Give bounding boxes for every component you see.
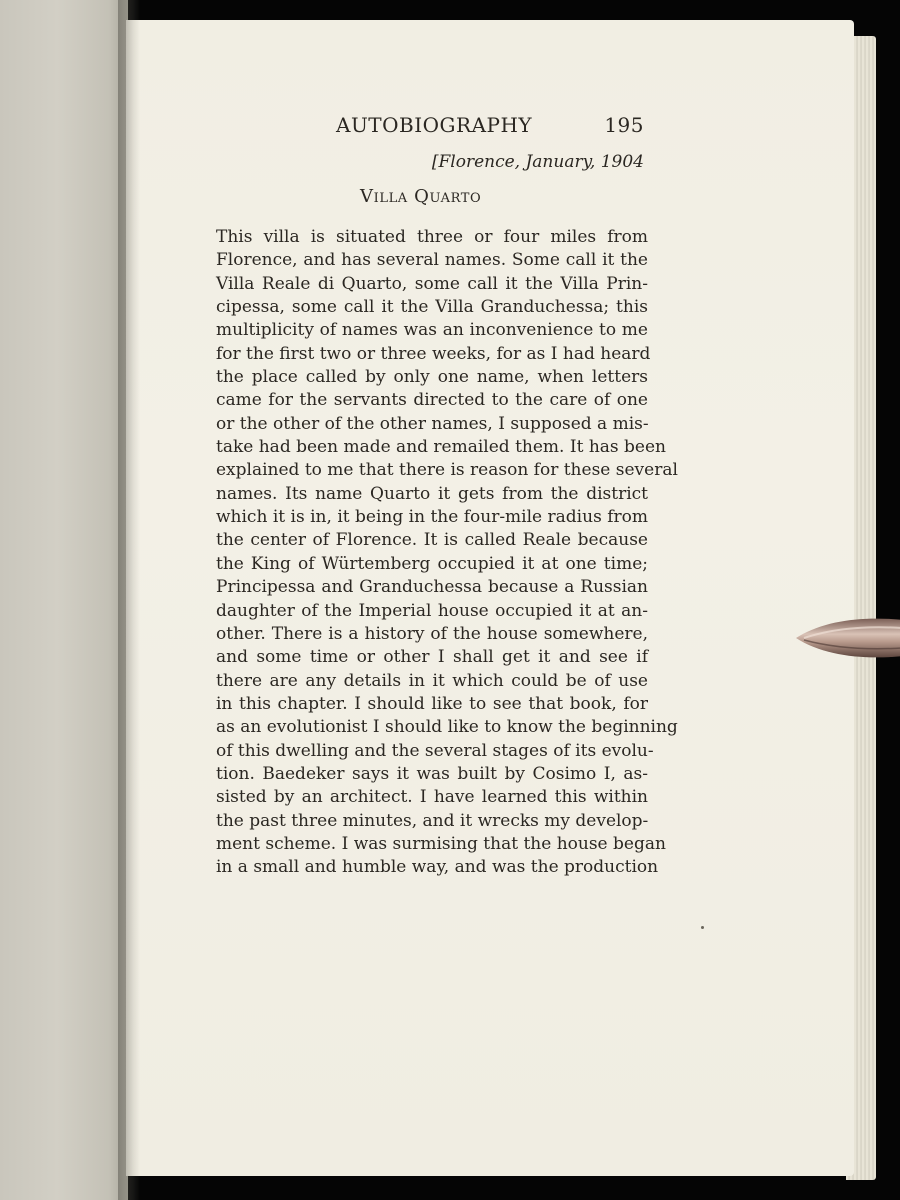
text-line: other. There is a history of the house somewhere, bbox=[216, 623, 648, 644]
text-line: of this dwelling and the several stages of its evolu- bbox=[216, 740, 654, 761]
text-line: or the other of the other names, I supposed a mis- bbox=[216, 413, 649, 434]
text-line: in a small and humble way, and was the production bbox=[216, 857, 659, 878]
text-line: the place called by only one name, when letters bbox=[216, 367, 648, 388]
text-line: names. Its name Quarto it gets from the district bbox=[216, 483, 648, 504]
text-line: Principessa and Granduchessa because a Russian bbox=[216, 577, 648, 598]
text-line: and some time or other I shall get it and see if bbox=[216, 647, 648, 668]
text-line: sisted by an architect. I have learned this within bbox=[216, 787, 648, 808]
bookmark-icon bbox=[794, 614, 900, 662]
text-line: ment scheme. I was surmising that the house began bbox=[216, 833, 666, 854]
text-line: the past three minutes, and it wrecks my develop- bbox=[216, 810, 649, 831]
text-line: the King of Würtemberg occupied it at one time; bbox=[216, 553, 648, 574]
text-line: tion. Baedeker says it was built by Cosimo I, as- bbox=[216, 763, 648, 784]
text-line: there are any details in it which could be of use bbox=[216, 670, 648, 691]
text-line: multiplicity of names was an inconvenience to me bbox=[216, 320, 648, 341]
text-line: for the first two or three weeks, for as I had heard bbox=[216, 343, 651, 364]
text-line: in this chapter. I should like to see that book, for bbox=[216, 693, 648, 714]
text-line: the center of Florence. It is called Reale because bbox=[216, 530, 648, 551]
section-title: Villa Quarto bbox=[360, 186, 482, 207]
text-line: Villa Reale di Quarto, some call it the Villa Prin- bbox=[216, 273, 648, 294]
page-number: 195 bbox=[604, 113, 644, 137]
dateline: [Florence, January, 1904 bbox=[431, 152, 644, 172]
text-line: Florence, and has several names. Some call it the bbox=[216, 250, 648, 271]
text-line: which it is in, it being in the four-mile radius from bbox=[216, 507, 648, 528]
text-line: daughter of the Imperial house occupied it at an- bbox=[216, 600, 648, 621]
body-text bbox=[216, 226, 678, 880]
paper-speck bbox=[701, 926, 704, 929]
text-line: as an evolutionist I should like to know the beginning bbox=[216, 717, 678, 738]
running-title: AUTOBIOGRAPHY bbox=[336, 113, 533, 137]
text-line: This villa is situated three or four miles from bbox=[216, 227, 648, 247]
text-line: take had been made and remailed them. It has been bbox=[216, 437, 666, 458]
text-line: explained to me that there is reason for these several bbox=[216, 460, 678, 481]
text-line: came for the servants directed to the care of one bbox=[216, 390, 648, 411]
text-line: cipessa, some call it the Villa Granduchessa; this bbox=[216, 297, 648, 318]
